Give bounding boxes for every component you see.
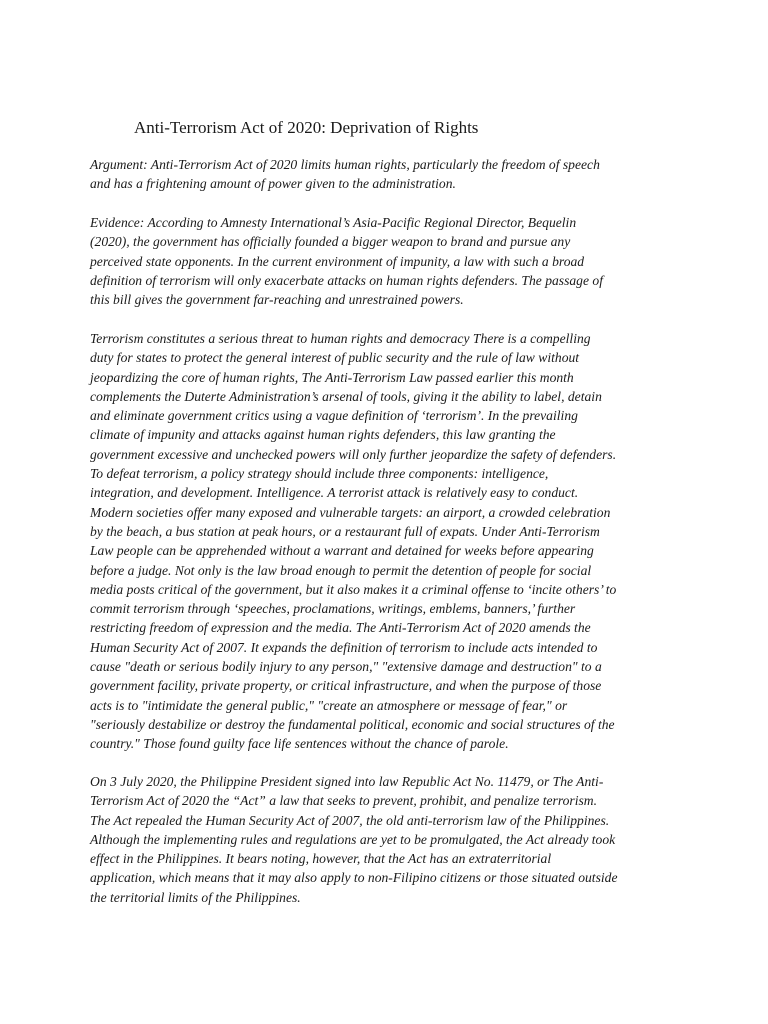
text-line: government facility, private property, or critical infrastructure, and when the purpose of those [90, 678, 602, 694]
text-line: Although the implementing rules and regulations are yet to be promulgated, the Act already took [90, 831, 616, 847]
text-line: Argument: Anti-Terrorism Act of 2020 limits human rights, particularly the freedom of speech [90, 157, 600, 172]
text-line: "seriously destabilize or destroy the fundamental political, economic and social structures of the [90, 716, 615, 732]
text-line: On 3 July 2020, the Philippine President signed into law Republic Act No. 11479, or The Anti- [90, 774, 604, 789]
text-line: duty for states to protect the general interest of public security and the rule of law without [90, 350, 580, 366]
text-line: and eliminate government critics using a vague definition of ‘terrorism’. In the prevailing [90, 408, 578, 424]
text-line: this bill gives the government far-reaching and unrestrained powers. [90, 292, 464, 308]
document-title: Anti-Terrorism Act of 2020: Deprivation of Rights [134, 118, 479, 137]
text-line: jeopardizing the core of human rights, The Anti-Terrorism Law passed earlier this month [90, 369, 574, 385]
argument-paragraph [90, 155, 600, 194]
text-line: before a judge. Not only is the law broad enough to permit the detention of people for social [90, 562, 592, 578]
body-paragraph [90, 329, 616, 754]
text-line: Modern societies offer many exposed and vulnerable targets: an airport, a crowded celebration [90, 504, 611, 520]
text-line: country." Those found guilty face life sentences without the chance of parole. [90, 736, 509, 752]
text-line: cause "death or serious bodily injury to any person," "extensive damage and destruction" to a [90, 659, 602, 675]
text-line: Terrorism constitutes a serious threat to human rights and democracy There is a compelling [90, 331, 591, 346]
text-line: and has a frightening amount of power given to the administration. [90, 176, 456, 192]
text-line: Terrorism Act of 2020 the “Act” a law that seeks to prevent, prohibit, and penalize terrorism. [90, 793, 597, 809]
text-line: acts is to "intimidate the general public," "create an atmosphere or message of fear," or [90, 697, 568, 713]
text-line: perceived state opponents. In the current environment of impunity, a law with such a broad [90, 253, 585, 269]
text-line: The Act repealed the Human Security Act of 2007, the old anti-terrorism law of the Philippines. [90, 812, 610, 828]
text-line: media posts critical of the government, but it also makes it a criminal offense to ‘incite others’ to [90, 581, 617, 597]
text-line: definition of terrorism will only exacerbate attacks on human rights defenders. The passage of [90, 272, 603, 288]
text-line: Human Security Act of 2007. It expands the definition of terrorism to include acts intended to [90, 639, 598, 655]
text-line: government excessive and unchecked powers will only further jeopardize the safety of defenders. [90, 446, 617, 462]
text-line: Law people can be apprehended without a warrant and detained for weeks before appearing [90, 543, 594, 559]
text-line: climate of impunity and attacks against human rights defenders, this law granting the [90, 427, 556, 443]
text-line: commit terrorism through ‘speeches, proclamations, writings, emblems, banners,’ further [90, 601, 576, 617]
closing-paragraph [90, 772, 617, 907]
text-line: the territorial limits of the Philippines. [90, 889, 301, 905]
text-line: Evidence: According to Amnesty International’s Asia-Pacific Regional Director, Bequelin [90, 215, 577, 230]
evidence-paragraph [90, 213, 603, 309]
text-line: application, which means that it may also apply to non-Filipino citizens or those situated outside [90, 870, 618, 886]
text-line: integration, and development. Intelligence. A terrorist attack is relatively easy to conduct. [90, 485, 579, 501]
text-line: complements the Duterte Administration’s arsenal of tools, giving it the ability to label, detain [90, 388, 602, 404]
text-line: To defeat terrorism, a policy strategy should include three components: intelligence, [90, 466, 549, 482]
text-line: (2020), the government has officially founded a bigger weapon to brand and pursue any [90, 234, 571, 250]
text-line: restricting freedom of expression and the media. The Anti-Terrorism Act of 2020 amends the [90, 620, 591, 636]
text-line: by the beach, a bus station at peak hours, or a restaurant full of expats. Under Anti-Terrorism [90, 523, 600, 539]
text-line: effect in the Philippines. It bears noting, however, that the Act has an extraterritorial [90, 851, 552, 867]
